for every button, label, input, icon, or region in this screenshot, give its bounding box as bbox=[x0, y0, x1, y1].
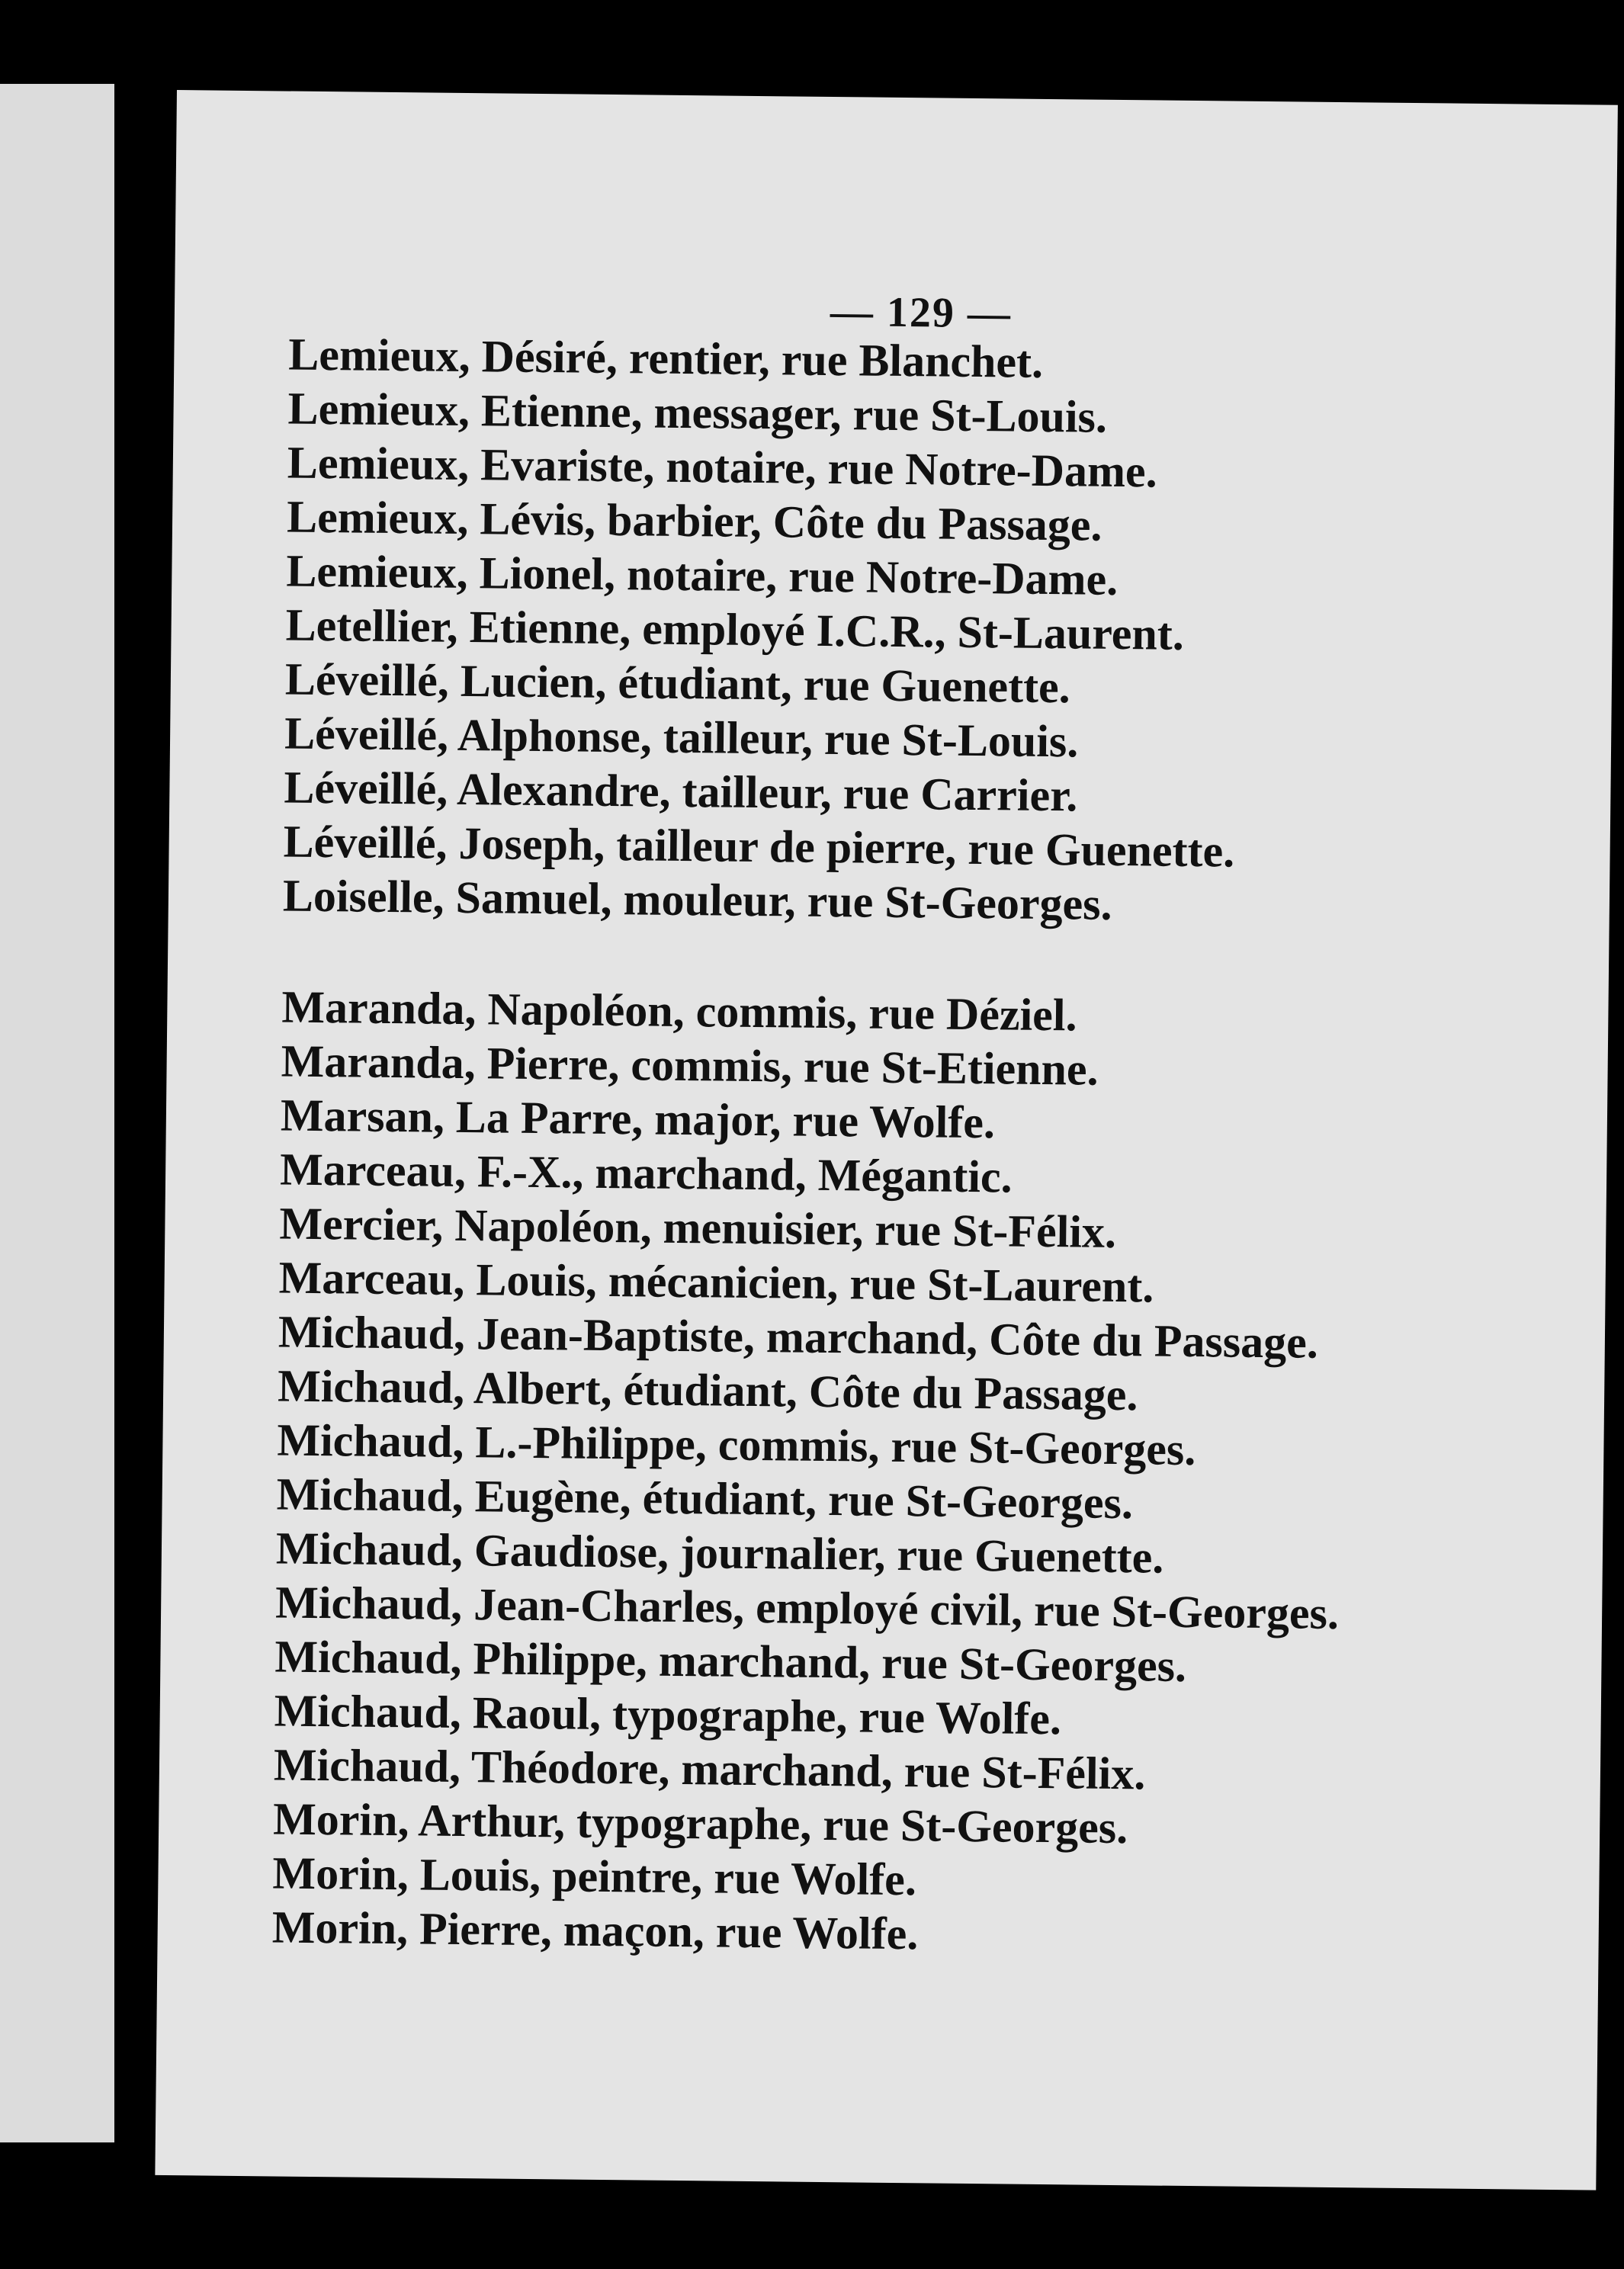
directory-entry: Michaud, Raoul, typographe, rue Wolfe. bbox=[274, 1685, 1062, 1744]
directory-entry: Lemieux, Désiré, rentier, rue Blanchet. bbox=[288, 329, 1044, 387]
directory-entry: Lemieux, Etienne, messager, rue St-Louis. bbox=[287, 383, 1108, 442]
directory-entry: Léveillé, Lucien, étudiant, rue Guenette. bbox=[284, 653, 1071, 713]
directory-entry: Mercier, Napoléon, menuisier, rue St-Félix. bbox=[279, 1198, 1117, 1257]
left-page-edge bbox=[0, 84, 114, 2142]
directory-entry: Morin, Louis, peintre, rue Wolfe. bbox=[272, 1847, 917, 1905]
directory-entry: Maranda, Pierre, commis, rue St-Etienne. bbox=[281, 1035, 1099, 1095]
directory-entry: Maranda, Napoléon, commis, rue Déziel. bbox=[281, 981, 1077, 1041]
directory-entry: Michaud, Philippe, marchand, rue St-Georges. bbox=[274, 1631, 1187, 1691]
directory-entry: Michaud, Albert, étudiant, Côte du Passage. bbox=[277, 1360, 1138, 1420]
directory-entry: Léveillé, Joseph, tailleur de pierre, rue Guenette. bbox=[283, 816, 1235, 877]
directory-entry: Michaud, Théodore, marchand, rue St-Félix. bbox=[273, 1739, 1146, 1799]
directory-entry: Léveillé, Alexandre, tailleur, rue Carrier. bbox=[284, 762, 1078, 821]
directory-entry: Marsan, La Parre, major, rue Wolfe. bbox=[280, 1090, 996, 1148]
directory-entry: Marceau, Louis, mécanicien, rue St-Laurent. bbox=[278, 1252, 1154, 1312]
directory-entry: Lemieux, Lévis, barbier, Côte du Passage. bbox=[286, 491, 1102, 550]
directory-entry: Marceau, F.-X., marchand, Mégantic. bbox=[279, 1144, 1013, 1202]
directory-entry: Loiselle, Samuel, mouleur, rue St-Georges. bbox=[282, 870, 1112, 929]
directory-entry: Léveillé, Alphonse, tailleur, rue St-Louis. bbox=[284, 708, 1079, 767]
directory-entry: Lemieux, Evariste, notaire, rue Notre-Dame. bbox=[287, 437, 1158, 497]
directory-entry: Michaud, L.-Philippe, commis, rue St-Georges. bbox=[277, 1414, 1196, 1475]
directory-entry: Lemieux, Lionel, notaire, rue Notre-Dame. bbox=[286, 545, 1119, 605]
entries-list bbox=[271, 328, 1600, 1969]
directory-entry: Morin, Arthur, typographe, rue St-Georges. bbox=[272, 1793, 1128, 1853]
directory-entry: Letellier, Etienne, employé I.C.R., St-Laurent. bbox=[285, 599, 1185, 660]
directory-entry: Michaud, Gaudiose, journalier, rue Guenette. bbox=[275, 1523, 1164, 1583]
directory-entry: Michaud, Jean-Charles, employé civil, rue St-Georges. bbox=[274, 1577, 1340, 1639]
directory-entry: Michaud, Eugène, étudiant, rue St-Georges. bbox=[276, 1468, 1134, 1529]
directory-entry: Michaud, Jean-Baptiste, marchand, Côte du Passage. bbox=[278, 1306, 1319, 1368]
directory-page bbox=[155, 90, 1618, 2190]
page-number: — 129 — bbox=[830, 287, 1013, 338]
directory-entry: Morin, Pierre, maçon, rue Wolfe. bbox=[271, 1902, 919, 1959]
